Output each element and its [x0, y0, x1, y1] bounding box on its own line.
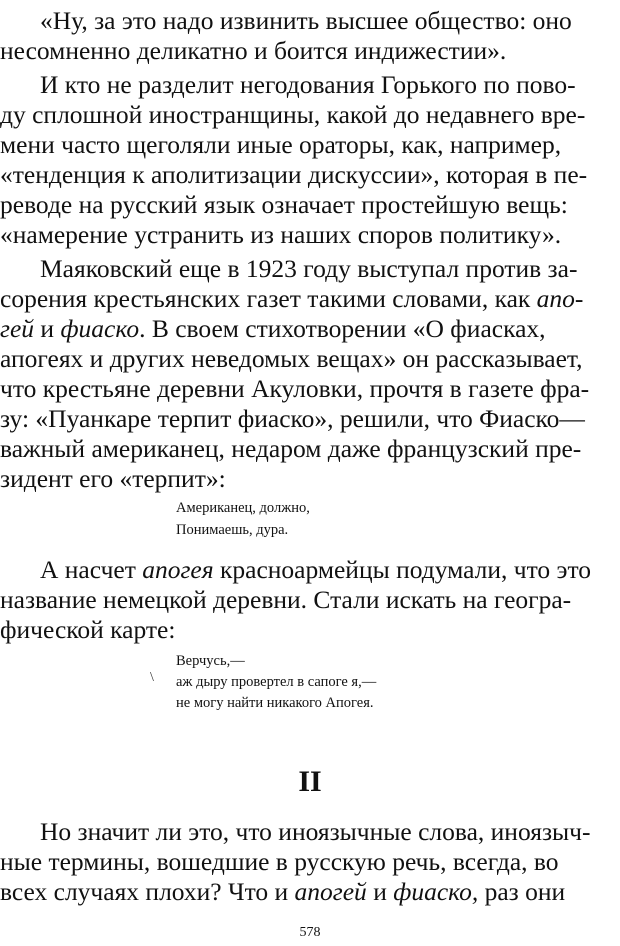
text-line: несомненно деликатно и боится индижестии».: [0, 36, 507, 65]
text-line: «намерение устранить из наших споров политику».: [0, 220, 562, 249]
text-run: А насчет: [40, 555, 143, 584]
italic-term: апо-: [536, 284, 584, 313]
text-line: И кто не разделит негодования Горького по пово-: [40, 70, 576, 99]
verse-line: Американец, должно,: [176, 500, 310, 516]
text-line: «Ну, за это надо извинить высшее общество: оно: [40, 6, 572, 35]
text-line: [0, 284, 583, 314]
italic-term: апогей: [294, 877, 367, 906]
verse-line: аж дыру провертел в сапоге я,—: [176, 674, 377, 690]
text-line: что крестьяне деревни Акуловки, прочтя в газете фра-: [0, 374, 590, 403]
text-line: апогеях и других неведомых вещах» он рассказывает,: [0, 344, 583, 373]
scan-mark: \: [150, 670, 154, 685]
text-line: фической карте:: [0, 615, 176, 644]
italic-term: апогея: [142, 555, 214, 584]
text-run: красноармейцы подумали, что это: [213, 555, 592, 584]
text-line: «тенденция к аполитизации дискуссии», которая в пе-: [0, 160, 588, 189]
text-run: всех случаях плохи? Что и: [0, 877, 295, 906]
verse-line: Верчусь,—: [176, 653, 245, 669]
text-line: Но значит ли это, что иноязычные слова, иноязыч-: [40, 817, 591, 846]
text-line: ные термины, вошедшие в русскую речь, всегда, во: [0, 847, 559, 876]
italic-term: фиаско: [60, 314, 140, 343]
text-line: важный американец, недаром даже французский пре-: [0, 434, 582, 463]
verse-line: не могу найти никакого Апогея.: [176, 695, 374, 711]
text-run: сорения крестьянских газет такими словами, как: [0, 284, 537, 313]
text-run: и: [366, 877, 394, 906]
text-line: зидент его «терпит»:: [0, 464, 226, 493]
text-line: [0, 877, 565, 907]
text-line: название немецкой деревни. Стали искать на геогра-: [0, 585, 572, 614]
text-run: . В своем стихотворении «О фиасках,: [139, 314, 546, 343]
text-line: Маяковский еще в 1923 году выступал против за-: [40, 254, 578, 283]
text-line: [40, 555, 591, 585]
text-line: ду сплошной иностранщины, какой до недавнего вре-: [0, 100, 586, 129]
text-run: раз они: [478, 877, 566, 906]
section-heading: II: [298, 765, 322, 798]
text-line: [0, 314, 546, 344]
text-line: реводе на русский язык означает простейшую вещь:: [0, 190, 568, 219]
text-line: мени часто щеголяли иные ораторы, как, например,: [0, 130, 562, 159]
verse-line: Понимаешь, дура.: [176, 522, 289, 538]
text-line: зу: «Пуанкаре терпит фиаско», решили, что Фиаско—: [0, 404, 585, 433]
text-run: и: [34, 314, 61, 343]
italic-term: гей: [0, 314, 35, 343]
italic-term: фиаско,: [393, 877, 479, 906]
page-number: 578: [299, 925, 321, 940]
